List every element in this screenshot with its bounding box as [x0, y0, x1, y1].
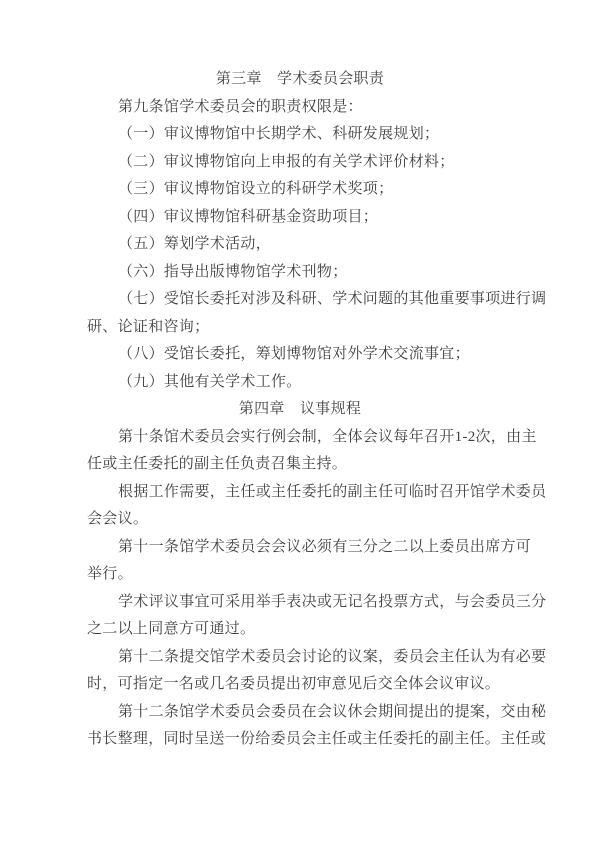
doc-line: 任或主任委托的副主任负责召集主持。	[87, 456, 348, 472]
doc-line: （四）审议博物馆科研基金资助项目；	[118, 208, 379, 225]
doc-line: 第十一条馆学术委员会会议必须有三分之二以上委员出席方可	[118, 538, 532, 555]
doc-line: 书长整理，同时呈送一份给委员会主任或主任委托的副主任。主任或	[87, 731, 547, 747]
doc-line: 根据工作需要，主任或主任委托的副主任可临时召开馆学术委员	[118, 483, 547, 500]
doc-line: 会会议。	[87, 511, 149, 527]
doc-line: （八）受馆长委托，筹划博物馆对外学术交流事宜；	[118, 346, 470, 362]
doc-line: （六）指导出版博物馆学术刊物；	[118, 263, 348, 280]
doc-line: 第九条馆学术委员会的职责权限是：	[118, 98, 363, 115]
doc-line: （一）审议博物馆中长期学术、科研发展规划；	[118, 126, 440, 142]
doc-line: （三）审议博物馆设立的科研学术奖项；	[118, 181, 394, 197]
doc-line: （七）受馆长委托对涉及科研、学术问题的其他重要事项进行调	[118, 291, 547, 307]
doc-line: （九）其他有关学术工作。	[118, 373, 302, 390]
doc-line: 第十条馆术委员会实行例会制，全体会议每年召开1-2次，由主	[118, 428, 537, 445]
doc-line: 之二以上同意方可通过。	[87, 621, 256, 637]
doc-line: 第十二条馆学术委员会委员在会议休会期间提出的提案，交由秘	[118, 703, 547, 720]
doc-line: （二）审议博物馆向上申报的有关学术评价材料；	[118, 153, 455, 170]
doc-line: 时，可指定一名或几名委员提出初审意见后交全体会议审议。	[87, 676, 501, 692]
doc-line: 学术评议事宜可采用举手表决或无记名投票方式，与会委员三分	[118, 593, 547, 610]
chapter4-heading: 第四章 议事规程	[238, 401, 362, 417]
doc-line: （五）筹划学术活动，	[118, 236, 272, 252]
doc-line: 举行。	[87, 566, 133, 582]
doc-line: 研、论证和咨询；	[87, 318, 210, 335]
doc-line: 第十二条提交馆学术委员会讨论的议案，委员会主任认为有必要	[118, 648, 547, 665]
chapter3-heading: 第三章 学术委员会职责	[215, 71, 385, 87]
